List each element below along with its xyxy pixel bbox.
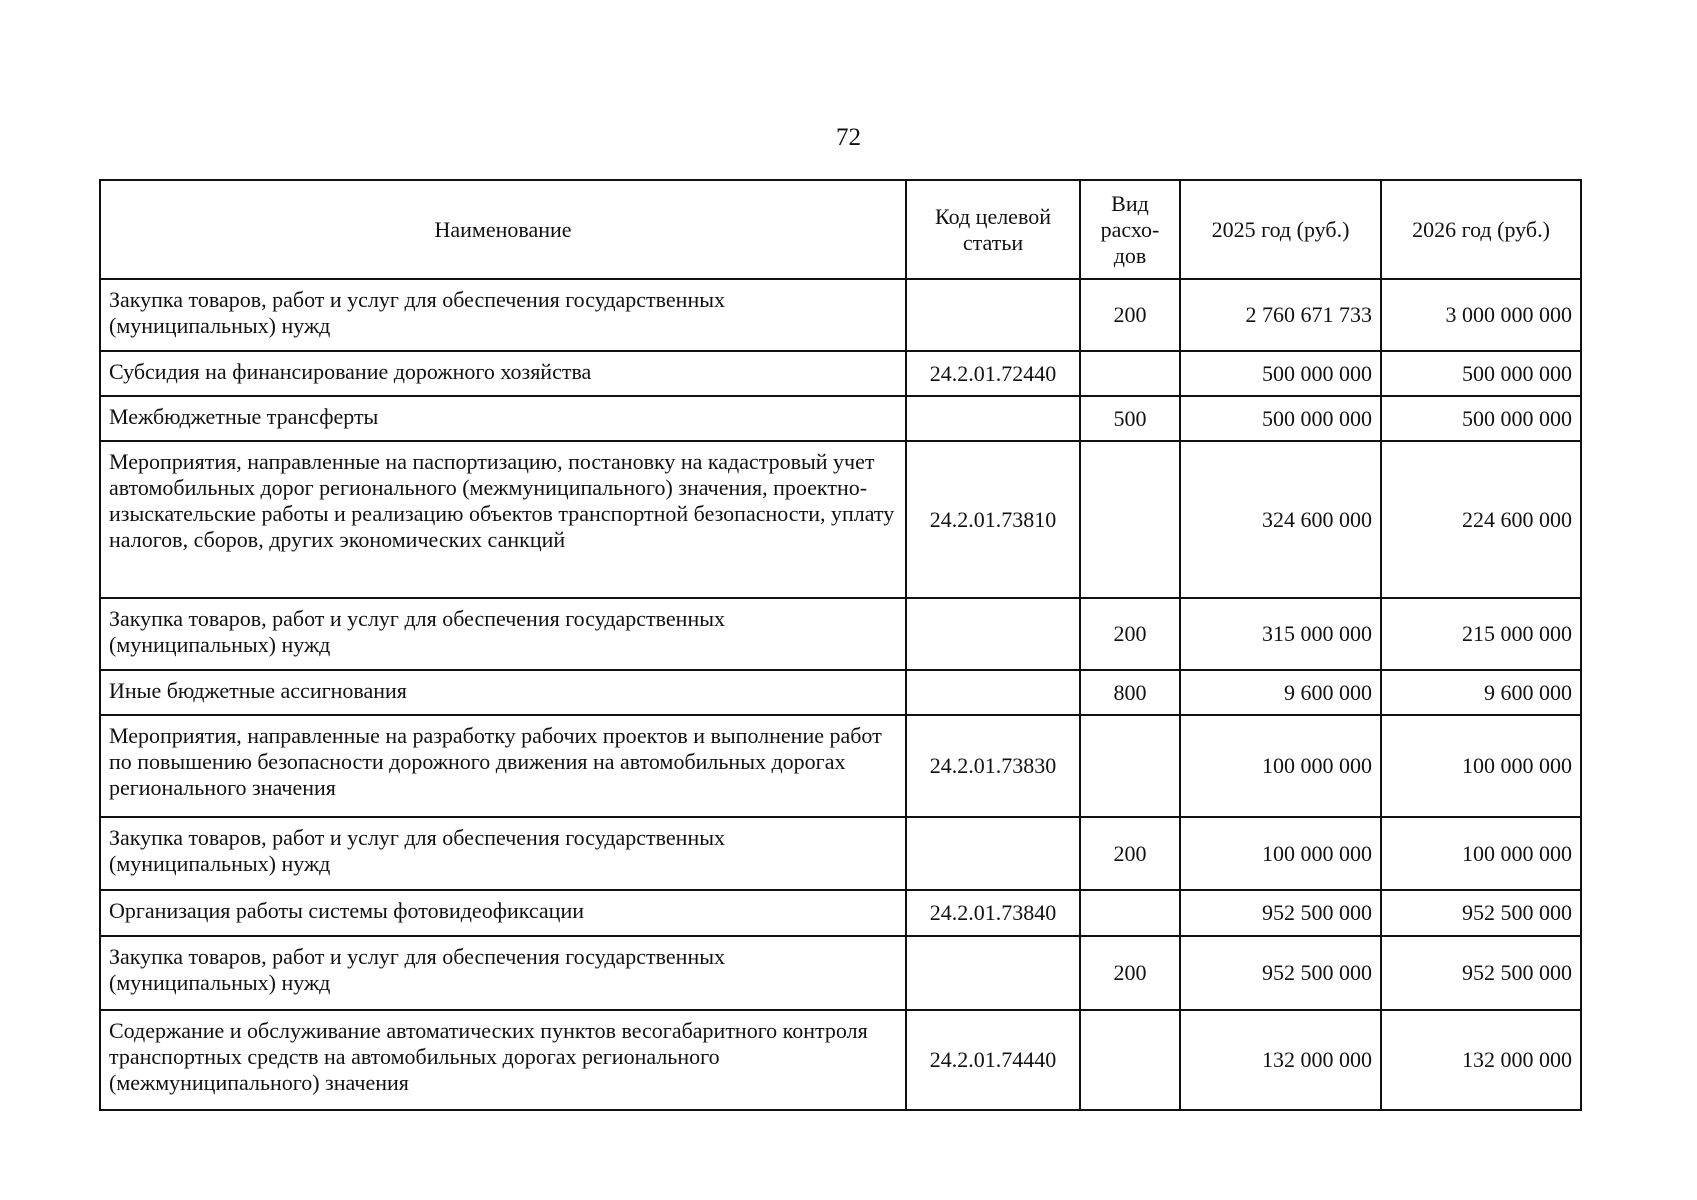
table-row [100,890,1581,936]
header-2025: 2025 год (руб.) [1180,180,1381,279]
row-type [1080,715,1180,817]
header-type: Вид расхо-дов [1080,180,1180,279]
row-code: 24.2.01.74440 [906,1010,1080,1110]
row-type [1080,441,1180,598]
row-amount-2026: 952 500 000 [1381,890,1581,936]
row-name: Закупка товаров, работ и услуг для обеспечения государственных (муниципальных) нужд [100,936,906,1010]
row-type: 200 [1080,936,1180,1010]
page-number: 72 [836,124,861,151]
row-type: 200 [1080,598,1180,670]
table-row [100,715,1581,817]
row-code [906,936,1080,1010]
row-amount-2025: 100 000 000 [1180,817,1381,890]
row-code: 24.2.01.73810 [906,441,1080,598]
row-amount-2025: 132 000 000 [1180,1010,1381,1110]
row-name: Субсидия на финансирование дорожного хозяйства [100,351,906,396]
header-code: Код целевой статьи [906,180,1080,279]
row-code [906,670,1080,715]
row-amount-2025: 2 760 671 733 [1180,279,1381,351]
table-header-row [100,180,1581,279]
row-code: 24.2.01.72440 [906,351,1080,396]
row-type: 500 [1080,396,1180,441]
table-row [100,670,1581,715]
row-amount-2026: 132 000 000 [1381,1010,1581,1110]
row-name: Иные бюджетные ассигнования [100,670,906,715]
budget-table [99,179,1582,1111]
row-type: 200 [1080,817,1180,890]
row-amount-2026: 9 600 000 [1381,670,1581,715]
row-name: Организация работы системы фотовидеофиксации [100,890,906,936]
row-amount-2025: 952 500 000 [1180,936,1381,1010]
row-name: Мероприятия, направленные на разработку рабочих проектов и выполнение работ по повышению безопасности дорожного движения на автомобильных дорогах регионального значения [100,715,906,817]
row-type [1080,351,1180,396]
row-amount-2025: 500 000 000 [1180,396,1381,441]
table-row [100,1010,1581,1110]
row-code: 24.2.01.73830 [906,715,1080,817]
row-amount-2026: 3 000 000 000 [1381,279,1581,351]
row-amount-2025: 952 500 000 [1180,890,1381,936]
row-amount-2025: 315 000 000 [1180,598,1381,670]
header-2026: 2026 год (руб.) [1381,180,1581,279]
row-code [906,598,1080,670]
row-code [906,279,1080,351]
row-type [1080,890,1180,936]
row-code [906,396,1080,441]
row-name: Закупка товаров, работ и услуг для обеспечения государственных (муниципальных) нужд [100,598,906,670]
row-amount-2026: 224 600 000 [1381,441,1581,598]
row-name: Мероприятия, направленные на паспортизацию, постановку на кадастровый учет автомобильных дорог регионального (межмуниципального) значения, проектно-изыскательские работы и реализацию объектов транспортной безопасности, уплату налогов, сборов, других экономических санкций [100,441,906,598]
row-amount-2026: 215 000 000 [1381,598,1581,670]
row-amount-2025: 100 000 000 [1180,715,1381,817]
row-code [906,817,1080,890]
table-row [100,396,1581,441]
table-row [100,936,1581,1010]
row-amount-2026: 952 500 000 [1381,936,1581,1010]
row-amount-2025: 9 600 000 [1180,670,1381,715]
row-amount-2026: 500 000 000 [1381,351,1581,396]
row-name: Содержание и обслуживание автоматических пунктов весогабаритного контроля транспортных средств на автомобильных дорогах регионального (межмуниципального) значения [100,1010,906,1110]
table-row [100,279,1581,351]
row-type: 800 [1080,670,1180,715]
row-amount-2025: 500 000 000 [1180,351,1381,396]
row-name: Межбюджетные трансферты [100,396,906,441]
row-amount-2026: 100 000 000 [1381,817,1581,890]
table-row [100,351,1581,396]
row-code: 24.2.01.73840 [906,890,1080,936]
header-name: Наименование [100,180,906,279]
row-amount-2026: 500 000 000 [1381,396,1581,441]
row-amount-2026: 100 000 000 [1381,715,1581,817]
row-name: Закупка товаров, работ и услуг для обеспечения государственных (муниципальных) нужд [100,817,906,890]
row-type: 200 [1080,279,1180,351]
row-name: Закупка товаров, работ и услуг для обеспечения государственных (муниципальных) нужд [100,279,906,351]
row-amount-2025: 324 600 000 [1180,441,1381,598]
row-type [1080,1010,1180,1110]
table-row [100,817,1581,890]
table-row [100,598,1581,670]
table-row [100,441,1581,598]
